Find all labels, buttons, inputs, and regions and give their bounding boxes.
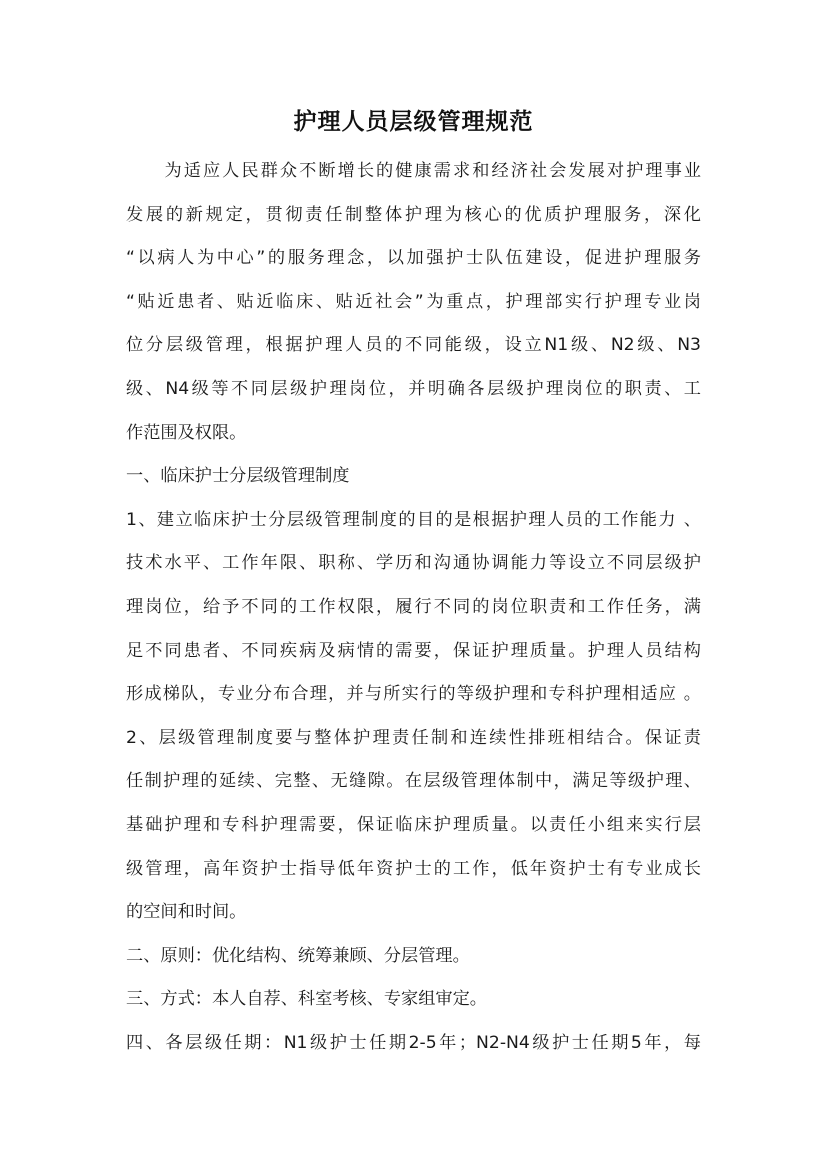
document-body: [126, 150, 701, 1065]
body-line: 发展的新规定，贯彻责任制整体护理为核心的优质护理服务，深化: [126, 204, 701, 225]
body-line: 基础护理和专科护理需要，保证临床护理质量。以责任小组来实行层: [126, 814, 701, 835]
body-line: 为适应人民群众不断增长的健康需求和经济社会发展对护理事业: [126, 161, 701, 181]
body-line: 2、层级管理制度要与整体护理责任制和连续性排班相结合。保证责: [126, 727, 701, 748]
body-line: 级管理，高年资护士指导低年资护士的工作，低年资护士有专业成长: [126, 858, 701, 879]
body-line: 三、方式：本人自荐、科室考核、专家组审定。: [126, 989, 487, 1010]
document-title: 护理人员层级管理规范: [293, 108, 534, 135]
body-line: 任制护理的延续、完整、无缝隙。在层级管理体制中，满足等级护理、: [126, 771, 701, 792]
body-line: 二、原则：优化结构、统筹兼顾、分层管理。: [126, 945, 470, 966]
body-line: 位分层级管理，根据护理人员的不同能级，设立N1级、N2级、N3: [126, 335, 701, 356]
body-line: 四、各层级任期：N1级护士任期2-5年；N2-N4级护士任期5年，每: [126, 1032, 701, 1053]
body-line: 理岗位，给予不同的工作权限，履行不同的岗位职责和工作任务，满: [126, 596, 701, 617]
body-line: 足不同患者、不同疾病及病情的需要，保证护理质量。护理人员结构: [126, 640, 701, 661]
body-line: “以病人为中心”的服务理念，以加强护士队伍建设，促进护理服务: [126, 248, 701, 269]
body-line: 一、临床护士分层级管理制度: [126, 466, 350, 487]
body-line: 形成梯队，专业分布合理，并与所实行的等级护理和专科护理相适应 。: [126, 684, 701, 705]
body-line: 技术水平、工作年限、职称、学历和沟通协调能力等设立不同层级护: [126, 553, 701, 574]
body-line: 作范围及权限。: [126, 422, 247, 443]
body-line: “贴近患者、贴近临床、贴近社会”为重点，护理部实行护理专业岗: [126, 291, 701, 312]
body-line: 级、N4级等不同层级护理岗位，并明确各层级护理岗位的职责、工: [126, 378, 701, 399]
body-line: 1、建立临床护士分层级管理制度的目的是根据护理人员的工作能力 、: [126, 509, 701, 530]
body-line: 的空间和时间。: [126, 902, 247, 923]
